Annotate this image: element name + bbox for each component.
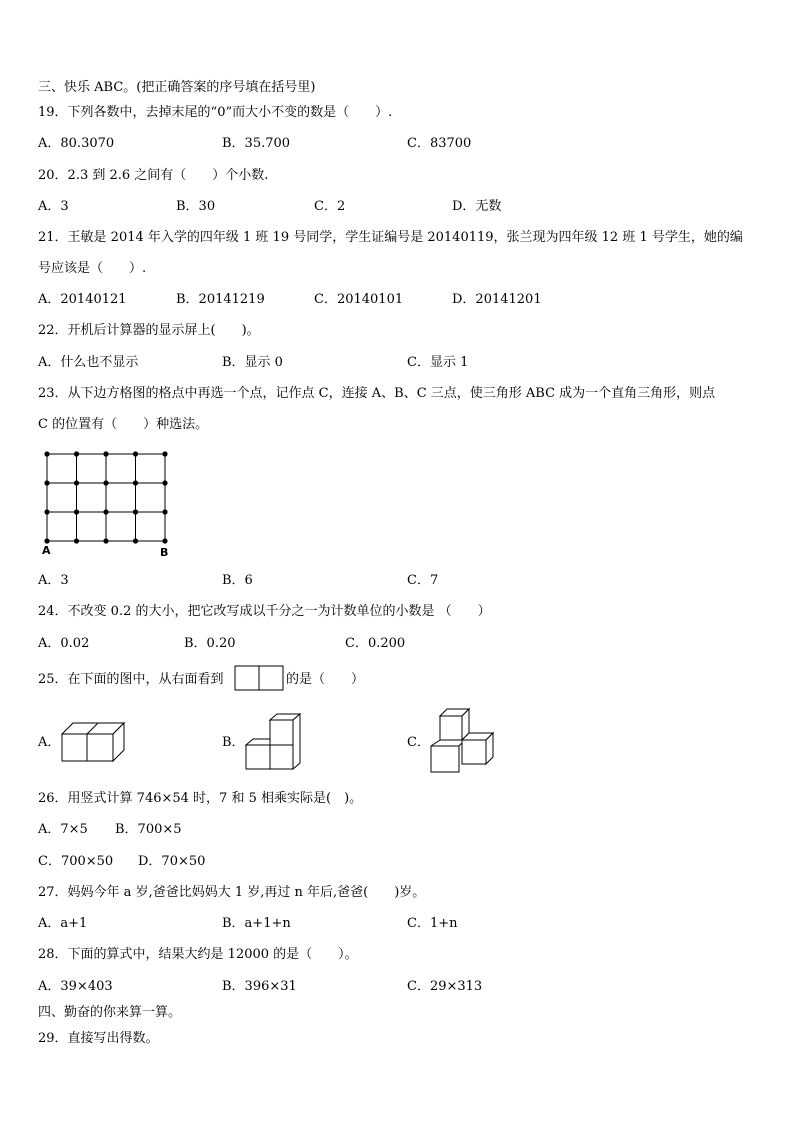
question-28: 28．下面的算式中，结果大约是 12000 的是（ ）。 [38, 947, 358, 962]
question-26: 26．用竖式计算 746×54 时，7 和 5 相乘实际是( )。 [38, 791, 363, 806]
q28-option-a: A．39×403 [38, 979, 113, 994]
question-20: 20．2.3 到 2.6 之间有（ ）个小数. [38, 168, 269, 183]
q19-option-c: C．83700 [407, 136, 472, 151]
q23-option-b: B．6 [222, 573, 253, 588]
q19-option-a: A．80.3070 [38, 136, 115, 151]
q25-option-a-cubes [60, 718, 130, 763]
question-22: 22．开机后计算器的显示屏上( )。 [38, 323, 260, 338]
q21-option-d: D．20141201 [452, 292, 542, 307]
q21-option-a: A．20140121 [38, 292, 127, 307]
q24-option-b: B．0.20 [184, 636, 236, 651]
q21-option-c: C．20140101 [314, 292, 404, 307]
right-view-shape [234, 665, 286, 693]
point-a-label: A [42, 544, 51, 557]
question-23-line-1: 23．从下边方格图的格点中再选一个点，记作点 C，连接 A、B、C 三点，使三角形 ABC 成为一个直角三角形，则点 [38, 386, 716, 401]
q22-option-b: B．显示 0 [222, 355, 283, 370]
question-29: 29．直接写出得数。 [38, 1031, 159, 1046]
q24-option-a: A．0.02 [38, 636, 90, 651]
q19-option-b: B．35.700 [222, 136, 291, 151]
q22-option-a: A．什么也不显示 [38, 355, 139, 370]
q20-option-b: B．30 [176, 199, 216, 214]
question-24: 24．不改变 0.2 的大小，把它改写成以千分之一为计数单位的小数是 （ ） [38, 604, 491, 619]
q28-option-b: B．396×31 [222, 979, 297, 994]
q20-option-a: A．3 [38, 199, 69, 214]
q23-option-a: A．3 [38, 573, 69, 588]
question-23-line-2: C 的位置有（ ）种选法。 [38, 417, 209, 432]
q20-option-d: D．无数 [452, 199, 502, 214]
q24-option-c: C．0.200 [345, 636, 406, 651]
section-3-title: 三、快乐 ABC。(把正确答案的序号填在括号里) [38, 80, 316, 95]
q25-option-c: C． [407, 735, 430, 750]
q28-option-c: C．29×313 [407, 979, 483, 994]
question-25-after: 的是（ ） [286, 672, 365, 687]
q25-option-a: A． [38, 735, 61, 750]
q20-option-c: C．2 [314, 199, 346, 214]
q26-option-c: C．700×50 [38, 854, 114, 869]
q21-option-b: B．20141219 [176, 292, 265, 307]
question-21-line-1: 21．王敏是 2014 年入学的四年级 1 班 19 号同学，学生证编号是 20140119，张兰现为四年级 12 班 1 号学生，她的编 [38, 230, 743, 245]
point-b-label: B [160, 546, 169, 559]
q26-option-a: A．7×5 [38, 822, 88, 837]
question-19: 19．下列各数中，去掉末尾的“0”而大小不变的数是（ ）. [38, 105, 393, 120]
q25-option-c-cubes [428, 706, 498, 774]
grid-lines [47, 454, 165, 541]
question-21-line-2: 号应该是（ ）. [38, 261, 147, 276]
question-27: 27．妈妈今年 a 岁,爸爸比妈妈大 1 岁,再过 n 年后,爸爸( )岁。 [38, 885, 426, 900]
q27-option-c: C．1+n [407, 916, 458, 931]
q23-option-c: C．7 [407, 573, 439, 588]
question-25-before: 25．在下面的图中，从右面看到 [38, 672, 224, 687]
q27-option-b: B．a+1+n [222, 916, 291, 931]
q26-option-d: D．70×50 [138, 854, 206, 869]
section-4-title: 四、勤奋的你来算一算。 [38, 1005, 182, 1020]
dot-grid-figure [38, 446, 178, 561]
q22-option-c: C．显示 1 [407, 355, 469, 370]
q25-option-b-cubes [244, 712, 304, 770]
q25-option-b: B． [222, 735, 245, 750]
q26-option-b: B．700×5 [115, 822, 182, 837]
q27-option-a: A．a+1 [38, 916, 88, 931]
